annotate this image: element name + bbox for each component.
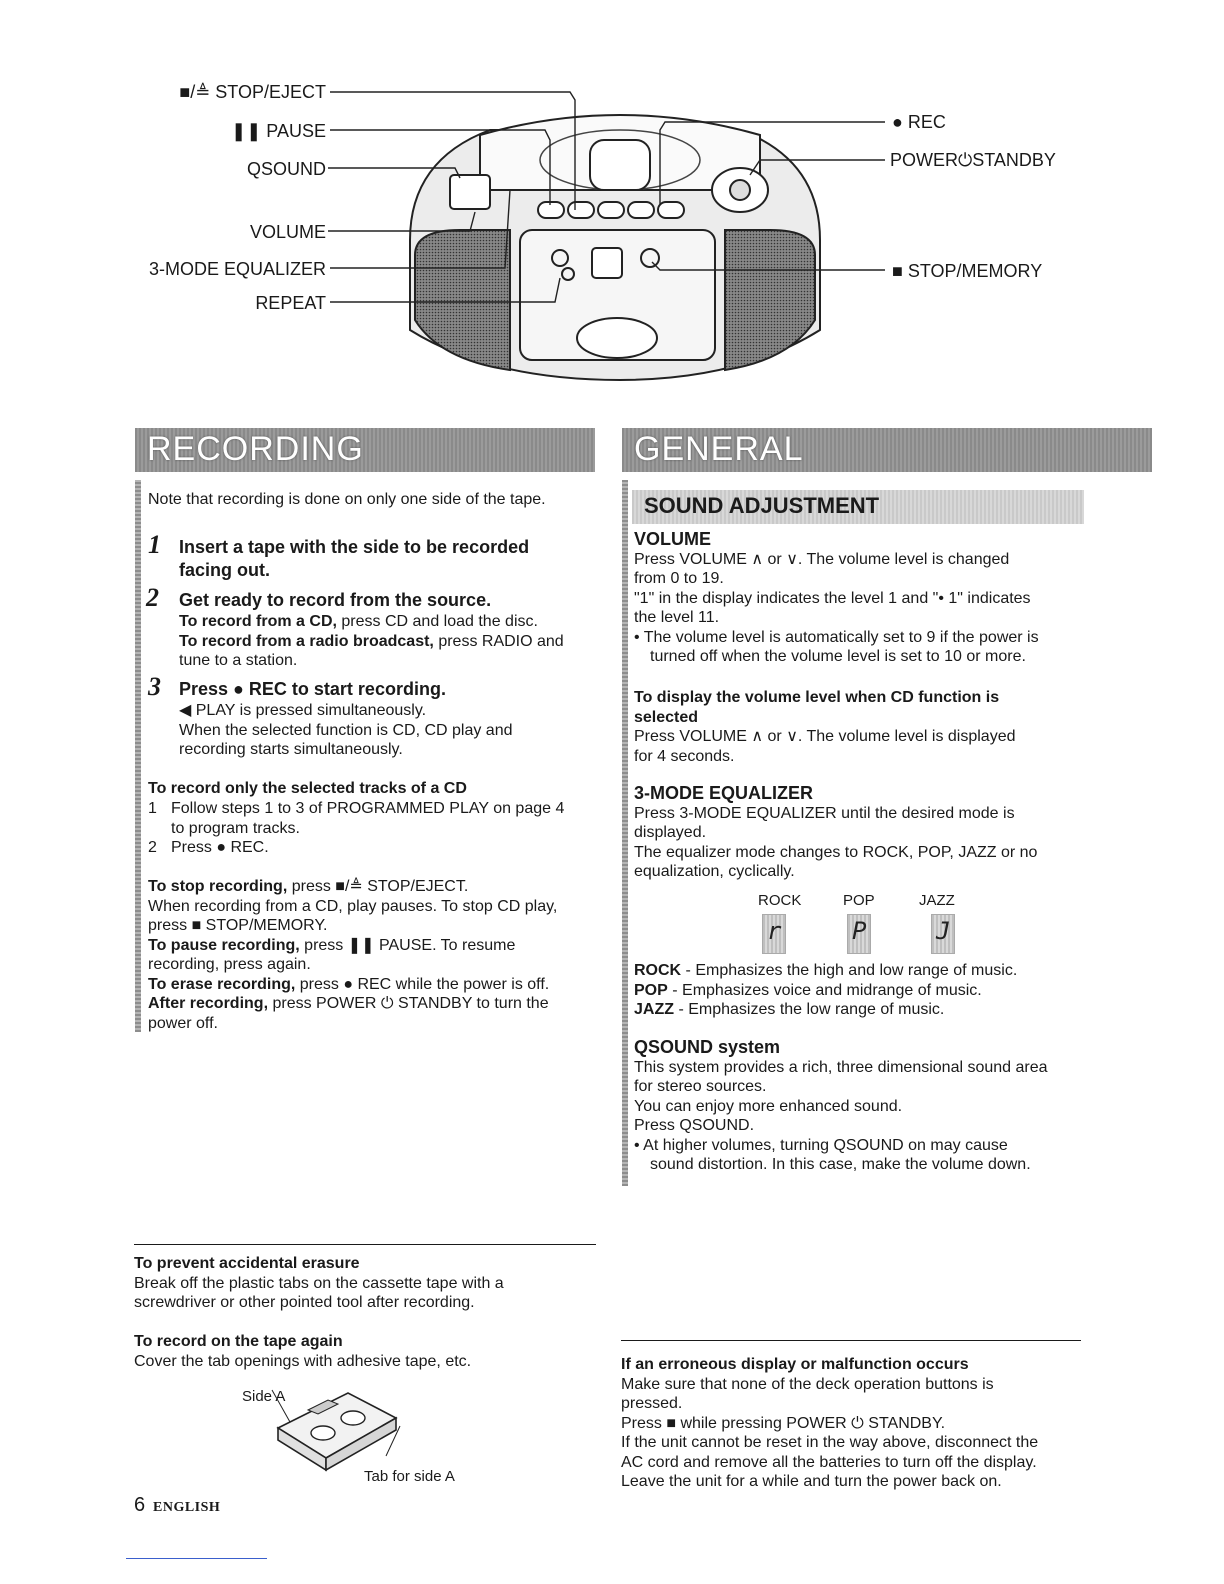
tab-side-a-label: Tab for side A	[364, 1468, 455, 1485]
qsound-block	[634, 1038, 1104, 1175]
stop-line2: When recording from a CD, play pauses. To stop CD play,	[148, 897, 558, 915]
erasure-line2: screwdriver or other pointed tool after recording.	[134, 1294, 475, 1311]
equalizer-line3: The equalizer mode changes to ROCK, POP, JAZZ or no	[634, 843, 1038, 861]
label-power-standby: POWER⏻STANDBY	[890, 150, 1056, 170]
malfunction-line3: Press ■ while pressing POWER ⏻ STANDBY.	[621, 1414, 946, 1432]
label-stop-eject: ■/≜ STOP/EJECT	[179, 82, 326, 102]
cassette-illustration	[268, 1388, 408, 1480]
recording-title: RECORDING	[147, 430, 364, 468]
pause-line	[148, 936, 593, 956]
selected-tracks-item1	[171, 799, 564, 838]
display-rock-glyph: r	[767, 917, 782, 945]
recording-intro: Note that recording is done on only one side of the tape.	[148, 491, 546, 508]
display-pop	[847, 914, 871, 954]
recording-controls	[148, 877, 593, 1033]
display-jazz-glyph: J	[936, 917, 951, 945]
jazz-text: - Emphasizes the low range of music.	[674, 1001, 945, 1018]
qsound-line1: This system provides a rich, three dimensional sound area	[634, 1058, 1048, 1076]
step-3-number: 3	[148, 672, 161, 701]
qsound-line3: You can enjoy more enhanced sound.	[634, 1097, 903, 1115]
page-language: ENGLISH	[153, 1500, 221, 1515]
equalizer-heading: 3-MODE EQUALIZER	[634, 783, 814, 803]
record-again-heading: To record on the tape again	[134, 1333, 343, 1350]
step-3-line1: ◀ PLAY is pressed simultaneously.	[179, 702, 427, 719]
step-2-radio-line	[179, 632, 564, 652]
erase-text: press ● REC while the power is off.	[295, 975, 550, 993]
erasure-divider	[134, 1244, 596, 1245]
selected-tracks-item1-line1: Follow steps 1 to 3 of PROGRAMMED PLAY on page 4	[171, 800, 565, 817]
mode-label-jazz: JAZZ	[919, 892, 955, 909]
selected-tracks-heading: To record only the selected tracks of a CD	[148, 780, 467, 797]
erasure-heading: To prevent accidental erasure	[134, 1255, 360, 1272]
volume-line2: from 0 to 19.	[634, 570, 724, 587]
display-pop-glyph: P	[852, 917, 867, 945]
footer-rule	[126, 1558, 267, 1559]
qsound-line4: Press QSOUND.	[634, 1117, 755, 1134]
display-rock	[762, 914, 786, 954]
step-2-cd-bold: To record from a CD,	[179, 613, 337, 630]
display-jazz	[931, 914, 955, 954]
step-2-title: Get ready to record from the source.	[179, 590, 492, 610]
pop-text: - Emphasizes voice and midrange of music.	[667, 981, 982, 999]
step-1-title	[179, 536, 529, 582]
after-text: press POWER ⏻ STANDBY to turn the	[268, 995, 549, 1012]
equalizer-line2: displayed.	[634, 824, 707, 841]
volume-line4: the level 11.	[634, 609, 720, 626]
malfunction-line2: pressed.	[621, 1395, 683, 1412]
erasure-block	[134, 1254, 504, 1313]
erase-bold: To erase recording,	[148, 975, 296, 993]
record-again-block	[134, 1332, 471, 1371]
step-2-body	[179, 612, 564, 671]
malfunction-line1: Make sure that none of the deck operation buttons is	[621, 1375, 994, 1393]
equalizer-line1: Press 3-MODE EQUALIZER until the desired mode is	[634, 804, 1015, 822]
selected-tracks-item2: Press ● REC.	[171, 839, 269, 856]
cd-display-line2: for 4 seconds.	[634, 747, 735, 765]
after-line	[148, 994, 593, 1014]
mode-label-rock: ROCK	[758, 892, 802, 909]
qsound-bullet-line1: • At higher volumes, turning QSOUND on may cause	[634, 1136, 1008, 1154]
general-title: GENERAL	[634, 430, 804, 468]
step-2-radio-text: press RADIO and	[433, 632, 564, 650]
stop-line	[148, 877, 593, 897]
malfunction-heading: If an erroneous display or malfunction occurs	[621, 1356, 969, 1373]
step-1-number: 1	[148, 530, 161, 559]
volume-line1: Press VOLUME ∧ or ∨. The volume level is changed	[634, 550, 1010, 568]
cd-display-line1: Press VOLUME ∧ or ∨. The volume level is displayed	[634, 728, 1016, 745]
page-number: 6	[134, 1494, 146, 1516]
erase-line	[148, 975, 593, 995]
malfunction-line6: Leave the unit for a while and turn the power back on.	[621, 1473, 1002, 1490]
label-qsound: QSOUND	[246, 159, 326, 179]
volume-bullet-line1: • The volume level is automatically set to 9 if the power is	[634, 628, 1039, 646]
pop-desc	[634, 981, 1104, 1001]
stop-bold: To stop recording,	[148, 878, 288, 895]
label-volume: VOLUME	[249, 222, 326, 242]
malfunction-divider	[621, 1340, 1081, 1341]
sound-adjustment-title: SOUND ADJUSTMENT	[644, 493, 880, 518]
qsound-heading: QSOUND system	[634, 1037, 781, 1057]
pause-line2: recording, press again.	[148, 956, 311, 973]
pop-bold: POP	[634, 981, 668, 999]
jazz-desc	[634, 1000, 1104, 1020]
cd-display-heading2: selected	[634, 708, 699, 726]
label-stop-memory: ■ STOP/MEMORY	[892, 261, 1043, 281]
side-a-label: Side A	[242, 1388, 286, 1405]
step-2-cd-text: press CD and load the disc.	[336, 613, 538, 630]
malfunction-block	[621, 1355, 1091, 1492]
sound-adjustment-banner	[632, 490, 1084, 524]
general-banner	[622, 428, 1152, 472]
volume-bullet-line2: turned off when the volume level is set to 10 or more.	[650, 648, 1026, 665]
cd-display-heading1: To display the volume level when CD function is	[634, 689, 1000, 706]
volume-heading: VOLUME	[634, 529, 712, 549]
pause-text: press ❚❚ PAUSE. To resume	[299, 936, 516, 954]
volume-block	[634, 530, 1104, 667]
stop-line3: press ■ STOP/MEMORY.	[148, 917, 328, 934]
malfunction-line5: AC cord and remove all the batteries to turn off the display.	[621, 1453, 1037, 1471]
general-sidebar	[622, 480, 628, 1186]
label-rec: ● REC	[892, 112, 946, 132]
step-1-title-line2: facing out.	[179, 560, 270, 580]
step-1-title-line1: Insert a tape with the side to be recorded	[179, 537, 530, 557]
step-3-title: Press ● REC to start recording.	[179, 679, 446, 699]
stop-text: press ■/≜ STOP/EJECT.	[287, 878, 469, 895]
equalizer-block	[634, 784, 1104, 882]
erasure-line1: Break off the plastic tabs on the cassette tape with a	[134, 1274, 504, 1292]
pause-bold: To pause recording,	[148, 936, 300, 954]
mode-label-pop: POP	[843, 892, 875, 909]
step-2-radio-bold: To record from a radio broadcast,	[179, 632, 434, 650]
malfunction-line4: If the unit cannot be reset in the way above, disconnect the	[621, 1434, 1039, 1451]
volume-line3: "1" in the display indicates the level 1 and "• 1" indicates	[634, 589, 1031, 607]
step-2-radio-line2: tune to a station.	[179, 652, 298, 669]
step-2-cd-line	[179, 612, 564, 632]
rock-desc	[634, 961, 1104, 981]
record-again-text: Cover the tab openings with adhesive tape, etc.	[134, 1352, 472, 1370]
cd-display-block	[634, 688, 1104, 766]
step-3-line2: When the selected function is CD, CD play and	[179, 721, 513, 739]
recording-sidebar	[135, 480, 141, 1032]
step-3-body	[179, 701, 513, 760]
step-3-line3: recording starts simultaneously.	[179, 741, 403, 758]
selected-tracks-item1-line2: to program tracks.	[171, 819, 300, 837]
label-pause: ❚❚ PAUSE	[231, 121, 326, 141]
after-line2: power off.	[148, 1014, 218, 1032]
step-2-number: 2	[146, 583, 159, 612]
qsound-bullet-line2: sound distortion. In this case, make the volume down.	[650, 1156, 1031, 1173]
selected-tracks-item2-num: 2	[148, 839, 157, 856]
rock-text: - Emphasizes the high and low range of music.	[681, 962, 1018, 979]
selected-tracks-block	[148, 779, 467, 799]
qsound-line2: for stereo sources.	[634, 1078, 767, 1095]
selected-tracks-item1-num: 1	[148, 800, 157, 817]
equalizer-modes-desc	[634, 961, 1104, 1020]
after-bold: After recording,	[148, 995, 269, 1012]
jazz-bold: JAZZ	[634, 1001, 674, 1018]
label-repeat: REPEAT	[255, 293, 326, 313]
label-equalizer: 3-MODE EQUALIZER	[148, 259, 326, 279]
recording-banner	[135, 428, 595, 472]
equalizer-line4: equalization, cyclically.	[634, 863, 795, 880]
rock-bold: ROCK	[634, 962, 682, 979]
boombox-illustration	[320, 80, 900, 390]
